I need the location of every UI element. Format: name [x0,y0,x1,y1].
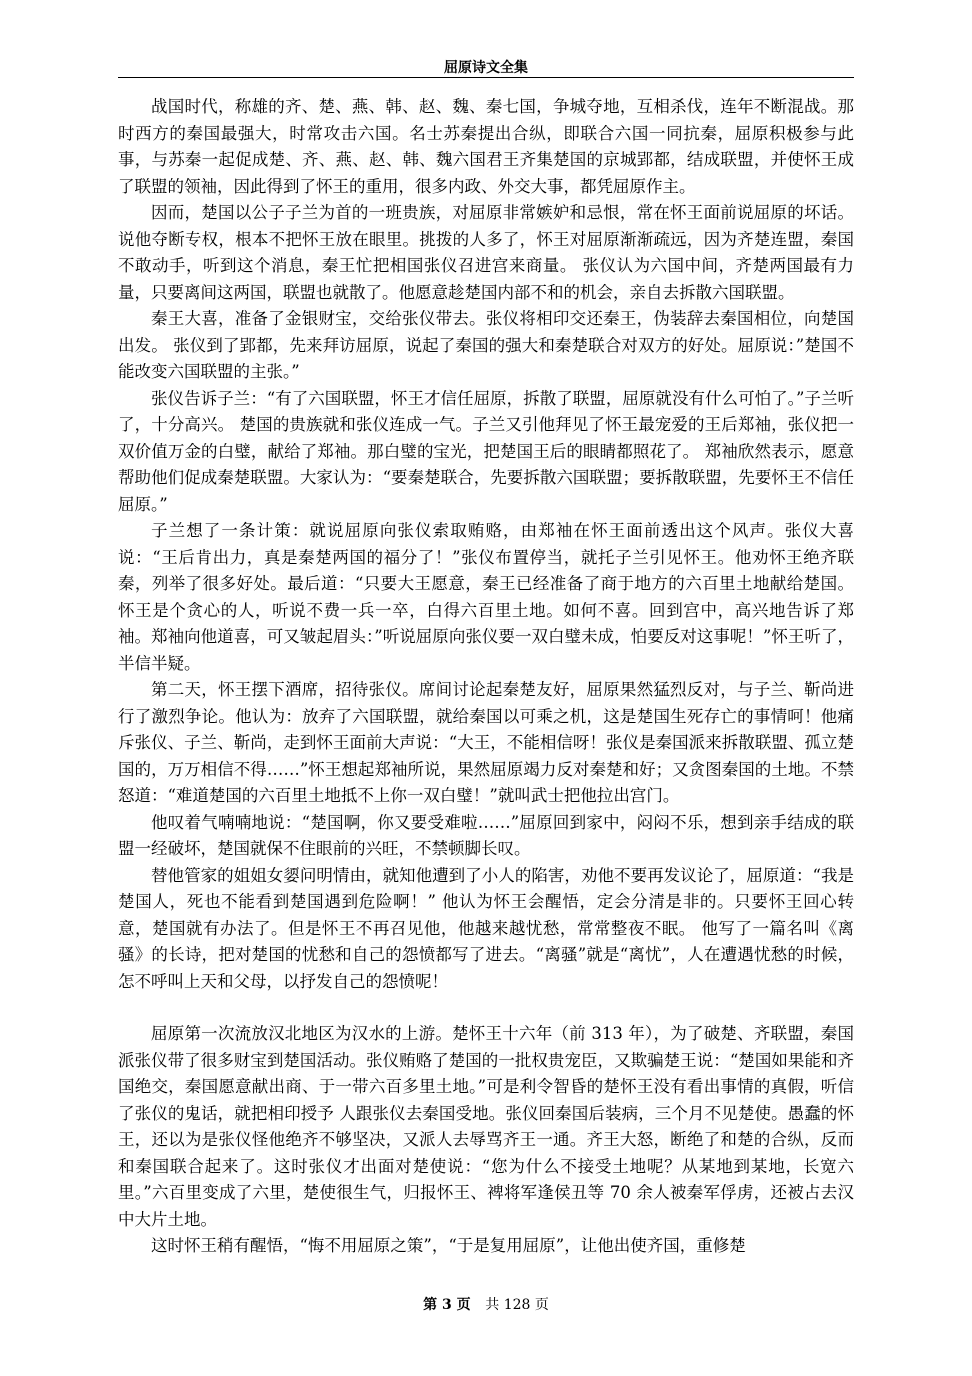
body-text [118,94,854,1260]
paragraph: 子兰想了一条计策：就说屈原向张仪索取贿赂，由郑袖在怀王面前透出这个风声。张仪大喜说：“王后肯出力，真是秦楚两国的福分了！”张仪布置停当，就托子兰引见怀王。他劝怀王绝齐联秦，列举了很多好处。最后道：“只要大王愿意，秦王已经准备了商于地方的六百里土地献给楚国。 怀王是个贪心的人，听说不费一兵一卒，白得六百里土地。如何不喜。回到宫中，高兴地告诉了郑袖。郑袖向他道喜，可又皱起眉头：”听说屈原向张仪要一双白璧未成，怕要反对这事呢！”怀王听了，半信半疑。 [118,521,854,673]
paragraph: 秦王大喜，准备了金银财宝，交给张仪带去。张仪将相印交还秦王，伪装辞去秦国相位，向楚国出发。 张仪到了郢都，先来拜访屈原，说起了秦国的强大和秦楚联合对双方的好处。屈原说：”楚国不能改变六国联盟的主张。” [118,309,854,381]
page-header [118,55,854,78]
paragraph: 战国时代，称雄的齐、楚、燕、韩、赵、魏、秦七国，争城夺地，互相杀伐，连年不断混战。那时西方的秦国最强大，时常攻击六国。名士苏秦提出合纵，即联合六国一同抗秦，屈原积极参与此事，与苏秦一起促成楚、齐、燕、赵、韩、魏六国君王齐集楚国的京城郢都，结成联盟，并使怀王成了联盟的领袖，因此得到了怀王的重用，很多内政、外交大事，都凭屈原作主。 [118,97,854,196]
header-title: 屈原诗文全集 [444,60,528,76]
paragraph: 屈原第一次流放汉北地区为汉水的上游。楚怀王十六年（前 313 年），为了破楚、齐联盟，秦国派张仪带了很多财宝到楚国活动。张仪贿赂了楚国的一批权贵宠臣，又欺骗楚王说：“楚国如果能和齐国绝交，秦国愿意献出商、于一带六百多里土地。”可是利令智昏的楚怀王没有看出事情的真假，听信了张仪的鬼话，就把相印授予 人跟张仪去秦国受地。张仪回秦国后装病，三个月不见楚使。愚蠢的怀王，还以为是张仪怪他绝齐不够坚决，又派人去辱骂齐王一通。齐王大怒，断绝了和楚的合纵，反而和秦国联合起来了。这时张仪才出面对楚使说：“您为什么不接受土地呢？从某地到某地，长宽六里。”六百里变成了六里，楚使很生气，归报怀王、裨将军逢侯丑等 70 余人被秦军俘虏，还被占去汉中大片土地。 [118,1024,854,1229]
page-number: 第 3 页 [423,1297,471,1313]
paragraph: 第二天，怀王摆下酒席，招待张仪。席间讨论起秦楚友好，屈原果然猛烈反对，与子兰、靳尚进行了激烈争论。他认为：放弃了六国联盟，就给秦国以可乘之机，这是楚国生死存亡的事情呵！他痛斥张仪、子兰、靳尚，走到怀王面前大声说：“大王，不能相信呀！张仪是秦国派来拆散联盟、孤立楚国的，万万相信不得……”怀王想起郑袖所说，果然屈原竭力反对秦楚和好；又贪图秦国的土地。不禁怒道：“难道楚国的六百里土地抵不上你一双白璧！”就叫武士把他拉出宫门。 [118,680,854,805]
page-total: 共 128 页 [485,1297,549,1313]
paragraph: 替他管家的姐姐女媭问明情由，就知他遭到了小人的陷害，劝他不要再发议论了，屈原道：“我是楚国人，死也不能看到楚国遇到危险啊！” 他认为怀王会醒悟，定会分清是非的。只要怀王回心转意，楚国就有办法了。但是怀王不再召见他，他越来越忧愁，常常整夜不眠。 他写了一篇名叫《离骚》的长诗，把对楚国的忧愁和自己的怨愤都写了进去。“离骚”就是“离忧”，人在遭遇忧愁的时候，怎不呼叫上天和父母，以抒发自己的怨愤呢！ [118,865,854,991]
page-footer [118,1294,854,1314]
paragraph: 这时怀王稍有醒悟，“悔不用屈原之策”，“于是复用屈原”，让他出使齐国，重修楚 [151,1236,746,1255]
paragraph: 因而，楚国以公子子兰为首的一班贵族，对屈原非常嫉妒和忌恨，常在怀王面前说屈原的坏话。说他夺断专权，根本不把怀王放在眼里。挑拨的人多了，怀王对屈原渐渐疏远，因为齐楚连盟，秦国不敢动手，听到这个消息，秦王忙把相国张仪召进宫来商量。 张仪认为六国中间，齐楚两国最有力量，只要离间这两国，联盟也就散了。他愿意趁楚国内部不和的机会，亲自去拆散六国联盟。 [118,203,854,302]
paragraph: 他叹着气喃喃地说：“楚国啊，你又要受难啦……”屈原回到家中，闷闷不乐，想到亲手结成的联盟一经破坏，楚国就保不住眼前的兴旺，不禁顿脚长叹。 [118,812,854,858]
paragraph: 张仪告诉子兰：“有了六国联盟，怀王才信任屈原，拆散了联盟，屈原就没有什么可怕了。”子兰听了，十分高兴。 楚国的贵族就和张仪连成一气。子兰又引他拜见了怀王最宠爱的王后郑袖，张仪把一双价值万金的白璧，献给了郑袖。那白璧的宝光，把楚国王后的眼睛都照花了。 郑袖欣然表示，愿意帮助他们促成秦楚联盟。大家认为：“要秦楚联合，先要拆散六国联盟；要拆散联盟，先要怀王不信任屈原。” [118,388,854,514]
